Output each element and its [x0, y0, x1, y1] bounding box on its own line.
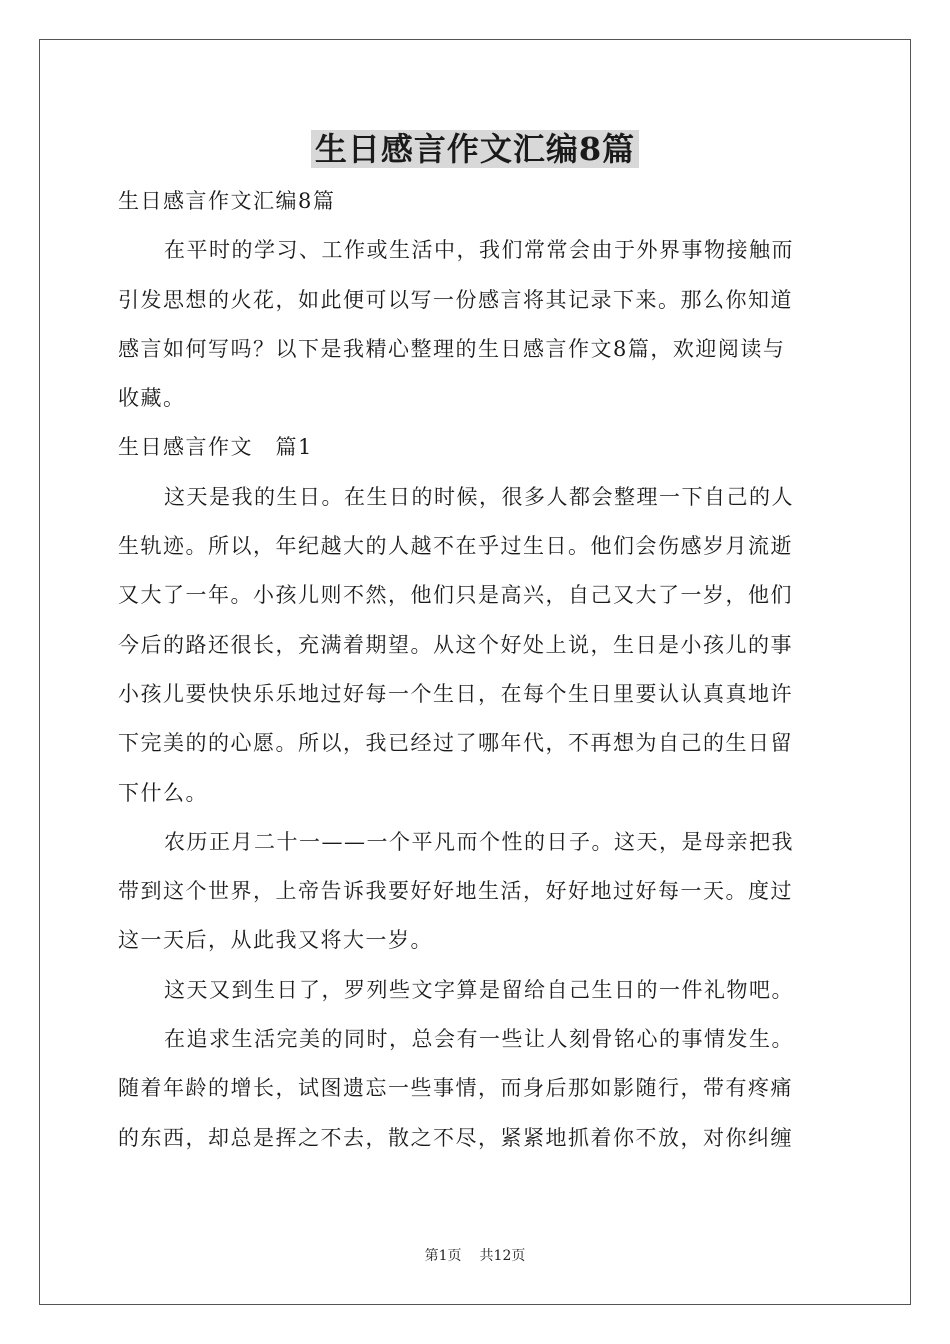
text-line: 小孩儿要快快乐乐地过好每一个生日，在每个生日里要认认真真地许: [118, 681, 793, 706]
text-line: 在追求生活完美的同时，总会有一些让人刻骨铭心的事情发生。: [164, 1027, 794, 1052]
page-total: 共12页: [479, 1248, 526, 1264]
text-line: 下完美的的心愿。所以，我已经过了哪年代，不再想为自己的生日留: [118, 731, 793, 756]
text-line: 感言如何写吗？以下是我精心整理的生日感言作文8篇，欢迎阅读与: [118, 336, 786, 361]
page-footer: [0, 1247, 950, 1265]
text-line: 带到这个世界，上帝告诉我要好好地生活，好好地过好每一天。度过: [118, 879, 793, 904]
text-line: 在平时的学习、工作或生活中，我们常常会由于外界事物接触而: [164, 238, 794, 263]
text-line: 收藏。: [118, 386, 186, 411]
text-line: 这一天后，从此我又将大一岁。: [118, 928, 433, 953]
body-paragraph: [118, 1015, 834, 1163]
text-line: 农历正月二十一——一个平凡而个性的日子。这天，是母亲把我: [164, 829, 794, 854]
text-line: 下什么。: [118, 780, 208, 805]
document-body: [118, 177, 834, 1163]
body-paragraph: [118, 473, 834, 818]
text-line: 随着年龄的增长，试图遗忘一些事情，而身后那如影随行，带有疼痛: [118, 1076, 793, 1101]
section-heading: 生日感言作文 篇1: [118, 435, 313, 460]
body-paragraph: [118, 818, 834, 966]
text-line: 生轨迹。所以，年纪越大的人越不在乎过生日。他们会伤感岁月流逝: [118, 534, 793, 559]
document-title-text: 生日感言作文汇编8篇: [311, 130, 639, 168]
text-line: 的东西，却总是挥之不去，散之不尽，紧紧地抓着你不放，对你纠缠: [118, 1125, 793, 1150]
intro-paragraph: [118, 226, 834, 423]
document-title: [0, 128, 950, 170]
text-line: 今后的路还很长，充满着期望。从这个好处上说，生日是小孩儿的事: [118, 632, 793, 657]
text-line: 又大了一年。小孩儿则不然，他们只是高兴，自己又大了一岁，他们: [118, 583, 793, 608]
document-subtitle: 生日感言作文汇编8篇: [118, 189, 336, 213]
page-number: 第1页: [424, 1248, 462, 1264]
body-paragraph: [118, 966, 834, 1015]
text-line: 这天是我的生日。在生日的时候，很多人都会整理一下自己的人: [164, 484, 794, 509]
text-line: 这天又到生日了，罗列些文字算是留给自己生日的一件礼物吧。: [164, 977, 794, 1002]
text-line: 引发思想的火花，如此便可以写一份感言将其记录下来。那么你知道: [118, 287, 793, 312]
